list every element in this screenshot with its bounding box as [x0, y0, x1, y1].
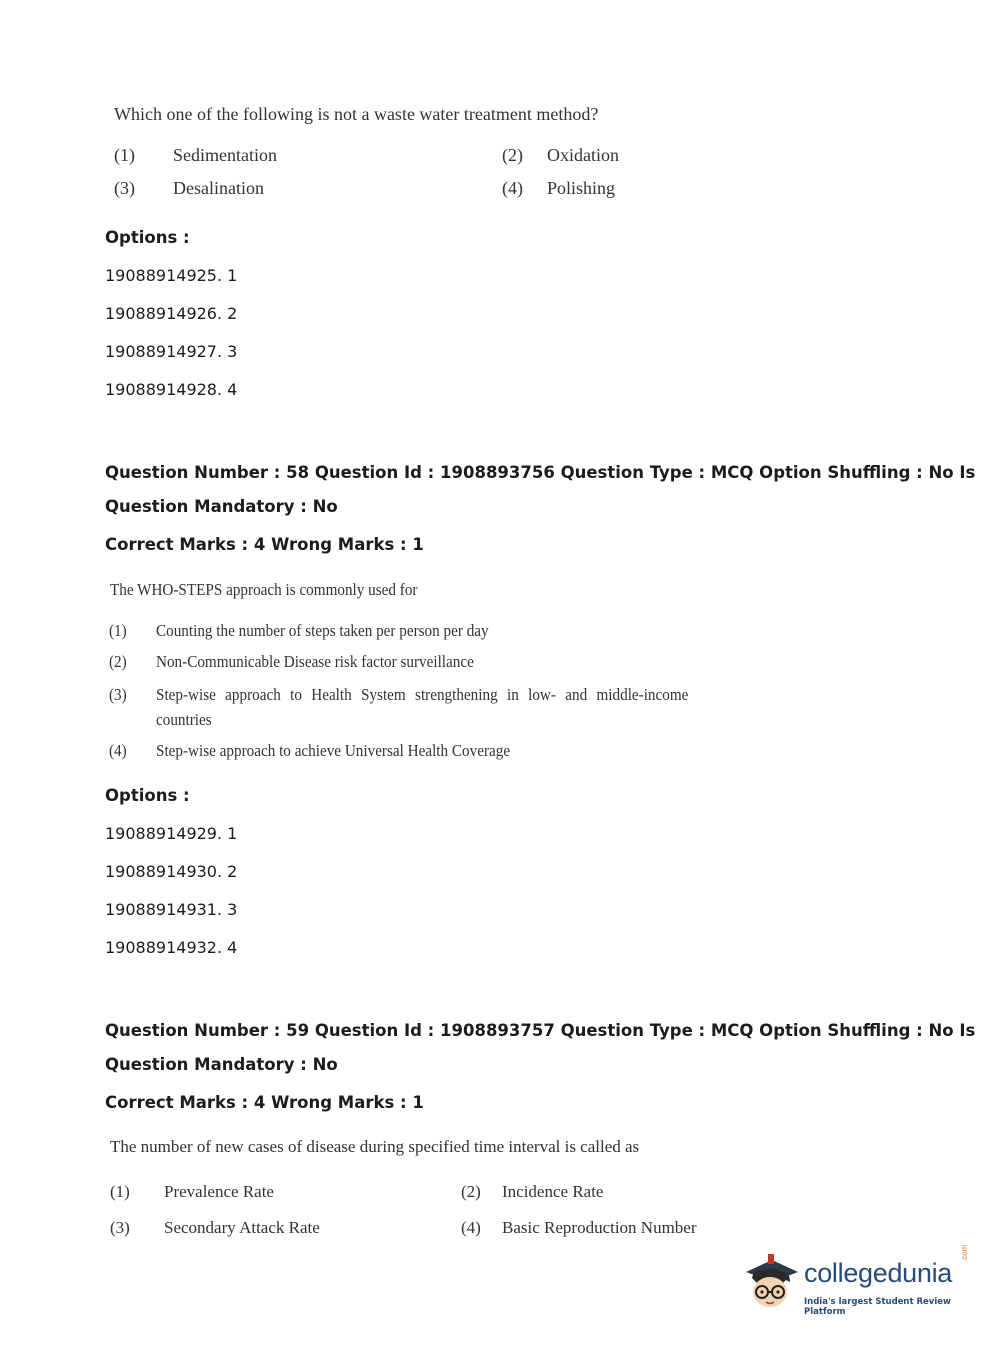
- q59-option-1-text: Prevalence Rate: [164, 1182, 274, 1201]
- q57-option-2-text: Oxidation: [547, 145, 619, 165]
- q57-option-id-1: 19088914925. 1: [105, 266, 238, 285]
- logo-suffix: .com: [960, 1244, 969, 1262]
- q57-option-id-3: 19088914927. 3: [105, 342, 238, 361]
- q58-header-line1: Question Number : 58 Question Id : 1908893756 Question Type : MCQ Option Shuffling : No Is: [105, 463, 976, 482]
- q57-option-3-text: Desalination: [173, 178, 264, 198]
- q57-option-4-text: Polishing: [547, 178, 616, 198]
- q58-marks: Correct Marks : 4 Wrong Marks : 1: [105, 535, 424, 554]
- q58-option-4-text: Step-wise approach to achieve Universal Health Coverage: [156, 741, 511, 760]
- q59-option-2-text: Incidence Rate: [502, 1182, 604, 1201]
- q58-option-id-3: 19088914931. 3: [105, 900, 238, 919]
- q58-option-id-4: 19088914932. 4: [105, 938, 238, 957]
- logo-tagline: India's largest Student Review Platform: [804, 1297, 951, 1317]
- q57-stem: Which one of the following is not a waste water treatment method?: [114, 104, 599, 124]
- q58-option-id-2: 19088914930. 2: [105, 862, 238, 881]
- q58-option-1-text: Counting the number of steps taken per person per day: [156, 621, 489, 640]
- collegedunia-logo[interactable]: [742, 1244, 972, 1320]
- q58-stem: The WHO-STEPS approach is commonly used for: [110, 580, 418, 599]
- q58-options-label: Options :: [105, 786, 190, 805]
- q59-option-3-text: Secondary Attack Rate: [164, 1218, 320, 1237]
- q58-option-2-num: (2): [109, 652, 127, 671]
- q59-header-line1: Question Number : 59 Question Id : 1908893757 Question Type : MCQ Option Shuffling : No Is: [105, 1021, 976, 1040]
- q58-option-4-num: (4): [109, 741, 127, 760]
- q57-option-1-num: (1): [114, 145, 135, 165]
- q59-option-4-text: Basic Reproduction Number: [502, 1218, 697, 1237]
- q57-option-1-text: Sedimentation: [173, 145, 277, 165]
- collegedunia-mascot-icon: [742, 1250, 802, 1312]
- q57-options-label: Options :: [105, 228, 190, 247]
- q59-option-3-num: (3): [110, 1218, 130, 1237]
- q58-option-3-text-cont: countries: [156, 710, 212, 729]
- q57-option-id-4: 19088914928. 4: [105, 380, 238, 399]
- q58-header-line2: Question Mandatory : No: [105, 497, 338, 516]
- q57-option-3-num: (3): [114, 178, 135, 198]
- q59-stem: The number of new cases of disease during specified time interval is called as: [110, 1137, 640, 1156]
- q59-option-4-num: (4): [461, 1218, 481, 1237]
- q58-option-3-text: Step-wise approach to Health System strengthening in low- and middle-income: [156, 685, 689, 704]
- q58-option-3-num: (3): [109, 685, 127, 704]
- q59-option-1-num: (1): [110, 1182, 130, 1201]
- logo-wordmark: collegedunia: [804, 1258, 953, 1288]
- q58-option-id-1: 19088914929. 1: [105, 824, 238, 843]
- q58-option-1-num: (1): [109, 621, 127, 640]
- q59-option-2-num: (2): [461, 1182, 481, 1201]
- q59-marks: Correct Marks : 4 Wrong Marks : 1: [105, 1093, 424, 1112]
- q57-option-id-2: 19088914926. 2: [105, 304, 238, 323]
- q57-option-2-num: (2): [502, 145, 523, 165]
- q59-header-line2: Question Mandatory : No: [105, 1055, 338, 1074]
- q58-option-2-text: Non-Communicable Disease risk factor surveillance: [156, 652, 474, 671]
- q57-option-4-num: (4): [502, 178, 523, 198]
